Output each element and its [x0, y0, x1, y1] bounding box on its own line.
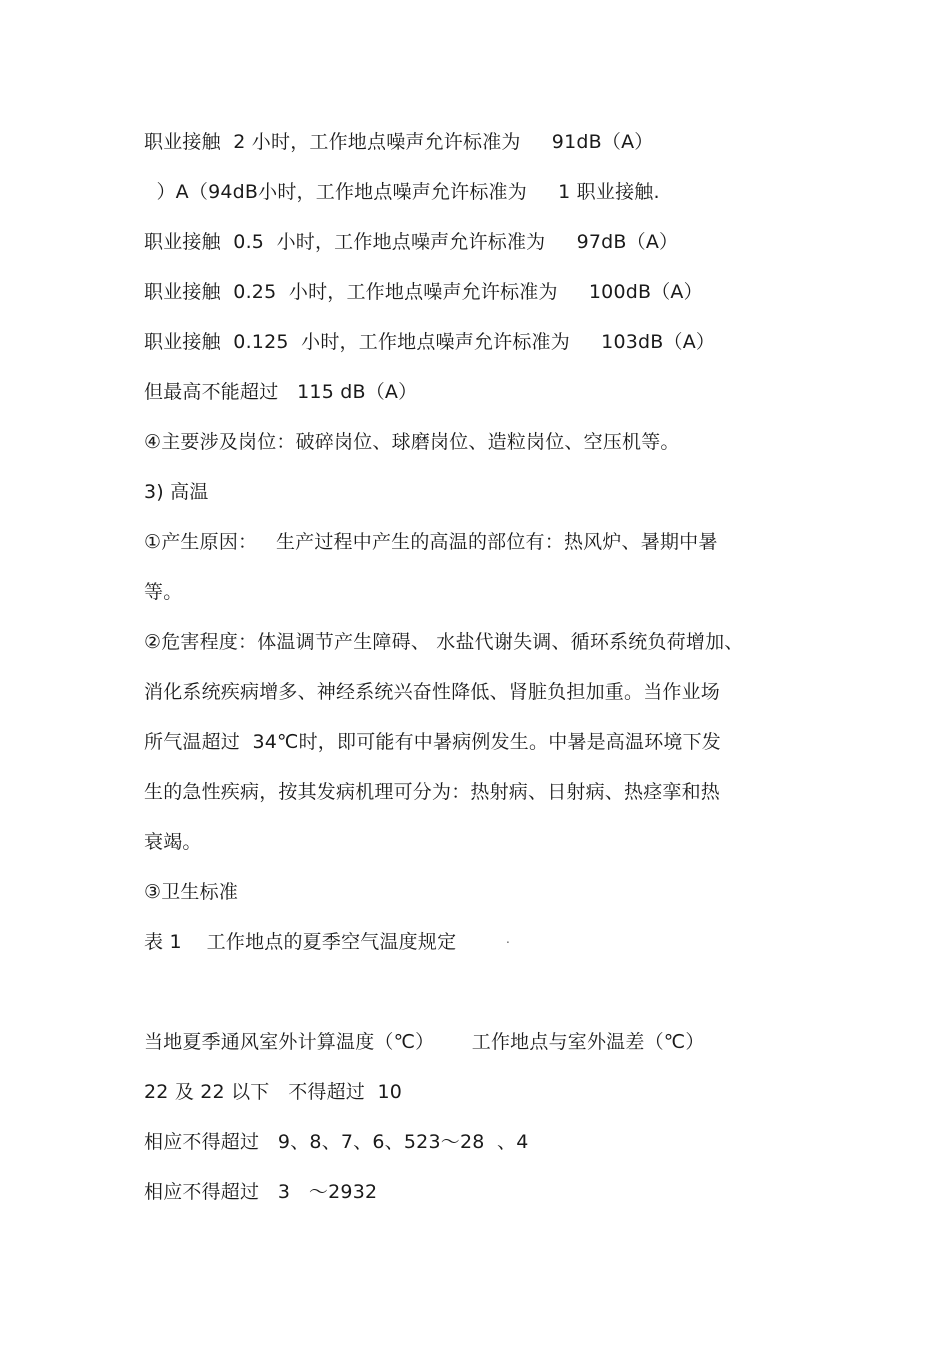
- table-header-row: 当地夏季通风室外计算温度（℃） 工作地点与室外温差（℃）: [144, 1031, 705, 1053]
- table-row: 22 及 22 以下 不得超过 10: [144, 1081, 403, 1103]
- text-line-cause: ①产生原因： 生产过程中产生的高温的部位有：热风炉、暑期中暑: [144, 531, 718, 553]
- section-heading-high-temperature: 3) 高温: [144, 481, 209, 503]
- text-line-noise-0-5h: 职业接触 0.5 小时，工作地点噪声允许标准为 97dB（A）: [144, 231, 679, 253]
- text-line-noise-2h: 职业接触 2 小时，工作地点噪声允许标准为 91dB（A）: [144, 131, 654, 153]
- table-row: 相应不得超过 3 ～2932: [144, 1181, 378, 1203]
- text-line-hygiene-standard: ③卫生标准: [144, 881, 239, 903]
- text-line-hazard-3: 所气温超过 34℃时，即可能有中暑病例发生。中暑是高温环境下发: [144, 731, 721, 753]
- stray-mark: .: [506, 932, 510, 946]
- text-line-hazard-1: ②危害程度：体温调节产生障碍、 水盐代谢失调、循环系统负荷增加、: [144, 631, 744, 653]
- text-line-noise-max: 但最高不能超过 115 dB（A）: [144, 381, 418, 403]
- table-caption: 表 1 工作地点的夏季空气温度规定: [144, 931, 457, 953]
- text-line-hazard-4: 生的急性疾病，按其发病机理可分为：热射病、日射病、热痉挛和热: [144, 781, 721, 803]
- table-row: 相应不得超过 9、8、7、6、523～28 、4: [144, 1131, 529, 1153]
- text-line-hazard-5: 衰竭。: [144, 831, 202, 853]
- text-line-noise-0-25h: 职业接触 0.25 小时，工作地点噪声允许标准为 100dB（A）: [144, 281, 703, 303]
- text-line-noise-0-125h: 职业接触 0.125 小时，工作地点噪声允许标准为 103dB（A）: [144, 331, 716, 353]
- text-line-posts: ④主要涉及岗位：破碎岗位、球磨岗位、造粒岗位、空压机等。: [144, 431, 680, 453]
- text-line-cause-cont: 等。: [144, 581, 183, 603]
- text-line-hazard-2: 消化系统疾病增多、神经系统兴奋性降低、肾脏负担加重。当作业场: [144, 681, 721, 703]
- text-line-noise-garbled: ）A（94dB小时，工作地点噪声允许标准为 1 职业接触.: [144, 181, 660, 203]
